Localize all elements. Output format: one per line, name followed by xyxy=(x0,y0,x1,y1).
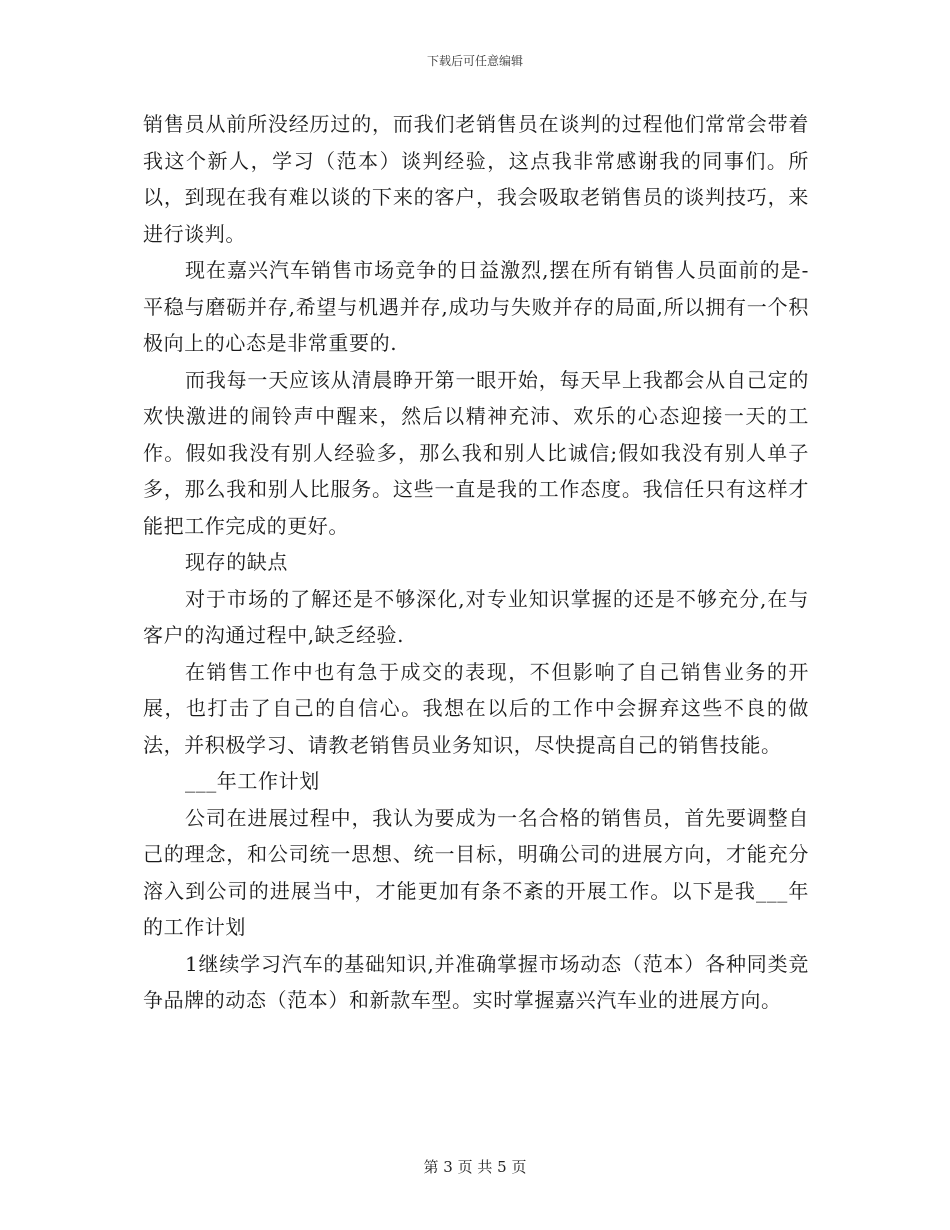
paragraph: 现在嘉兴汽车销售市场竞争的日益激烈,摆在所有销售人员面前的是-平稳与磨砺并存,希望与机遇并存,成功与失败并存的局面,所以拥有一个积极向上的心态是非常重要的. xyxy=(143,258,809,355)
paragraph: 对于市场的了解还是不够深化,对专业知识掌握的还是不够充分,在与客户的沟通过程中,缺乏经验. xyxy=(143,586,809,647)
paragraph: 公司在进展过程中，我认为要成为一名合格的销售员，首先要调整自己的理念，和公司统一思想、统一目标，明确公司的进展方向，才能充分溶入到公司的进展当中，才能更加有条不紊的开展工作。以下是我___年的工作计划 xyxy=(143,805,809,939)
section-heading: ___年工作计划 xyxy=(185,769,320,793)
page-header: 下载后可任意编辑 xyxy=(426,54,523,68)
paragraph: 1继续学习汽车的基础知识,并准确掌握市场动态（范本）各种同类竞争品牌的动态（范本）和新款车型。实时掌握嘉兴汽车业的进展方向。 xyxy=(143,951,809,1012)
section-heading: 现存的缺点 xyxy=(185,550,288,574)
page-number-footer: 第 3 页 共 5 页 xyxy=(423,1158,527,1176)
document-body xyxy=(143,106,809,1019)
paragraph: 销售员从前所没经历过的，而我们老销售员在谈判的过程他们常常会带着我这个新人，学习（范本）谈判经验，这点我非常感谢我的同事们。所以，到现在我有难以谈的下来的客户，我会吸取老销售员的谈判技巧，来进行谈判。 xyxy=(143,112,809,246)
paragraph: 而我每一天应该从清晨睁开第一眼开始，每天早上我都会从自己定的欢快激进的闹铃声中醒来，然后以精神充沛、欢乐的心态迎接一天的工作。假如我没有别人经验多，那么我和别人比诚信;假如我没有别人单子多，那么我和别人比服务。这些一直是我的工作态度。我信任只有这样才能把工作完成的更好。 xyxy=(143,367,809,538)
paragraph: 在销售工作中也有急于成交的表现，不但影响了自己销售业务的开展，也打击了自己的自信心。我想在以后的工作中会摒弃这些不良的做法，并积极学习、请教老销售员业务知识，尽快提高自己的销售技能。 xyxy=(143,659,809,757)
